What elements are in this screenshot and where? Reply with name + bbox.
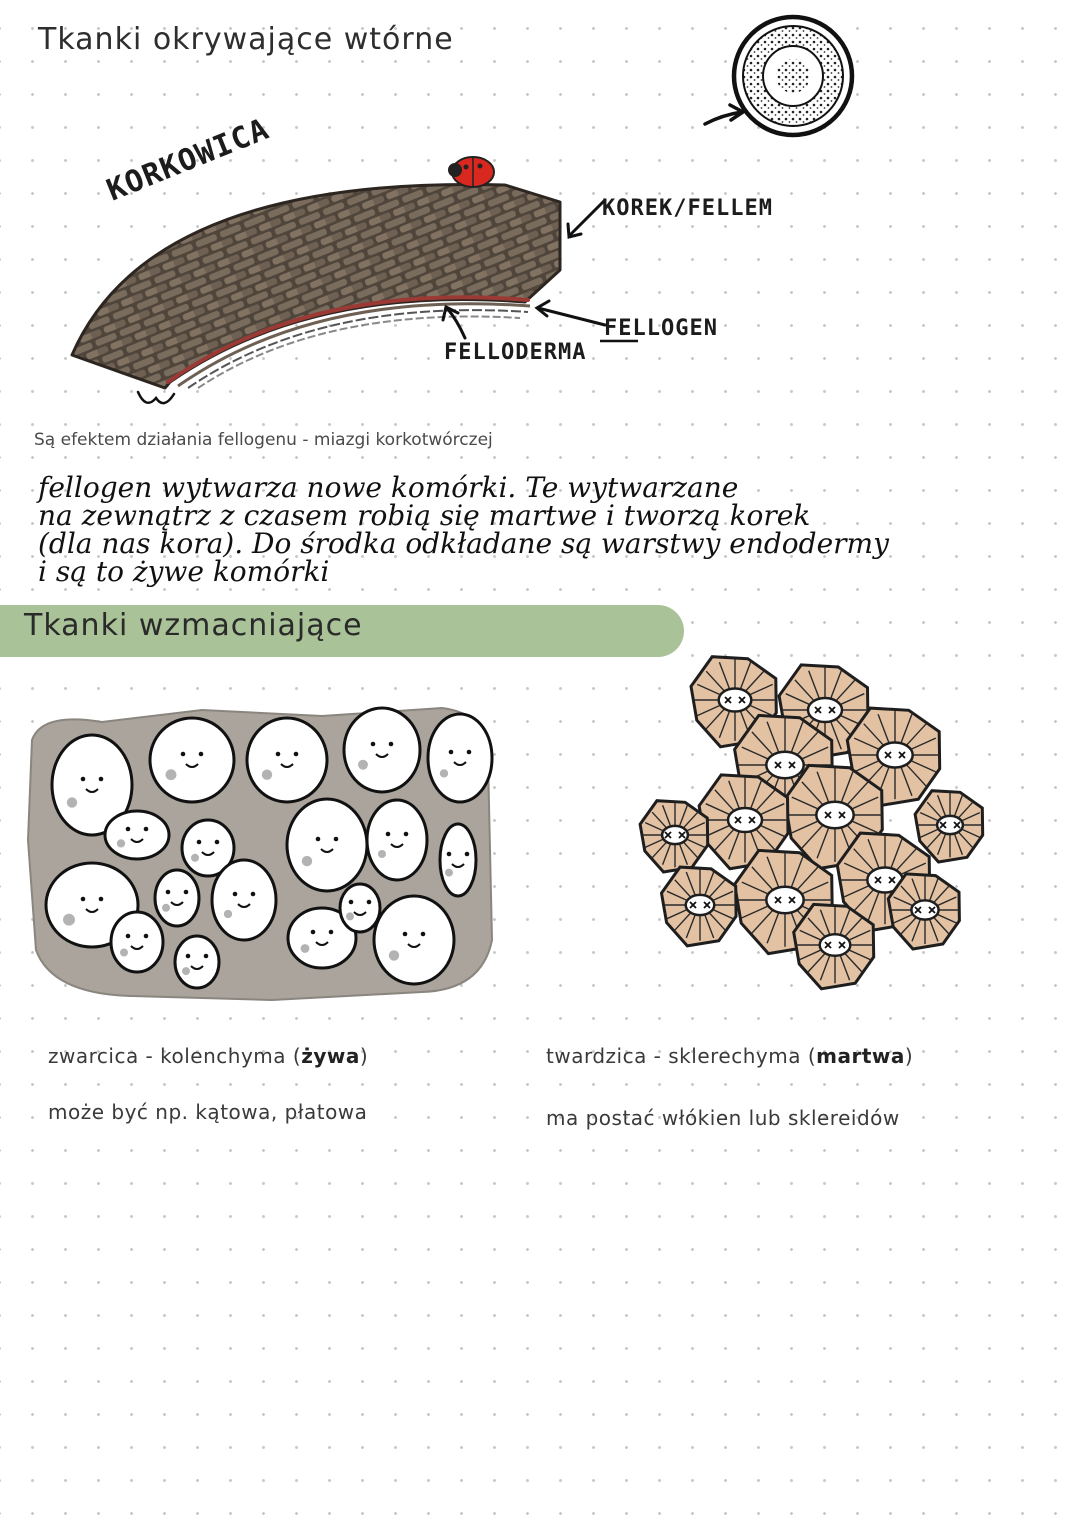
- cell-eye: [233, 892, 238, 897]
- collenchyma-cell: [212, 860, 276, 940]
- handwritten-line: fellogen wytwarza nowe komórki. Te wytwarzane: [38, 471, 739, 504]
- collenchyma-cell: [428, 714, 492, 802]
- handwritten-note: [38, 471, 938, 588]
- handwritten-line: i są to żywe komórki: [38, 555, 330, 588]
- cell-eye: [184, 890, 189, 895]
- cell-eye: [311, 930, 316, 935]
- sclerenchyma-caption: [546, 1044, 913, 1068]
- cell-eye: [81, 897, 86, 902]
- caption-text: zwarcica - kolenchyma (: [48, 1044, 302, 1068]
- cell-eye: [404, 832, 409, 837]
- cell-eye: [99, 777, 104, 782]
- cell-eye: [126, 827, 131, 832]
- cell-eye: [349, 900, 354, 905]
- cell-eye: [144, 827, 149, 832]
- sclerenchyma-illustration: [630, 645, 990, 1000]
- korkowica-label: KORKOWICA: [102, 111, 275, 209]
- caption-text: twardzica - sklerechyma (: [546, 1044, 817, 1068]
- cell-spot: [191, 854, 199, 862]
- cell-lumen: [686, 895, 715, 915]
- cell-eye: [199, 752, 204, 757]
- cell-eye: [276, 752, 281, 757]
- section-title-secondary-tissues: Tkanki okrywające wtórne: [38, 22, 454, 57]
- collenchyma-caption: [48, 1044, 368, 1068]
- cell-eye: [294, 752, 299, 757]
- collenchyma-cell: [374, 896, 454, 984]
- collenchyma-cell: [440, 824, 476, 896]
- collenchyma-cell: [175, 936, 219, 988]
- collenchyma-illustration: [22, 700, 497, 1005]
- cell-eye: [144, 934, 149, 939]
- cell-spot: [120, 949, 128, 957]
- cell-eye: [215, 840, 220, 845]
- cell-eye: [251, 892, 256, 897]
- cell-eye: [334, 837, 339, 842]
- caption-text: ): [359, 1044, 369, 1068]
- caption-bold: żywa: [301, 1044, 360, 1068]
- cell-spot: [389, 950, 399, 960]
- cell-spot: [440, 769, 448, 777]
- collenchyma-cell: [344, 708, 420, 792]
- cell-lumen: [911, 900, 938, 919]
- cell-lumen: [728, 808, 762, 832]
- cell-eye: [386, 832, 391, 837]
- cell-eye: [197, 840, 202, 845]
- caption-text: ): [904, 1044, 914, 1068]
- fellogen-label: FELLOGEN: [604, 316, 718, 341]
- cell-eye: [421, 932, 426, 937]
- cell-eye: [181, 752, 186, 757]
- cell-lumen: [808, 698, 842, 722]
- cell-spot: [166, 769, 177, 780]
- cell-eye: [465, 852, 470, 857]
- cell-spot: [182, 967, 190, 975]
- cell-eye: [447, 852, 452, 857]
- cell-spot: [301, 944, 310, 953]
- cell-lumen: [766, 887, 803, 913]
- cell-eye: [126, 934, 131, 939]
- cell-lumen: [766, 752, 803, 778]
- cell-spot: [358, 760, 368, 770]
- cell-eye: [449, 750, 454, 755]
- collenchyma-cell: [155, 870, 199, 926]
- ladybug-icon: [448, 157, 494, 187]
- cell-spot: [445, 869, 453, 877]
- cell-spot: [67, 797, 77, 807]
- cell-eye: [371, 742, 376, 747]
- cell-spot: [262, 770, 272, 780]
- caption-bold: martwa: [816, 1044, 905, 1068]
- handwritten-line: na zewnątrz z czasem robią się martwe i tworzą korek: [38, 499, 811, 532]
- cell-lumen: [816, 802, 853, 828]
- cell-eye: [99, 897, 104, 902]
- collenchyma-cell: [105, 811, 169, 859]
- collenchyma-cell: [287, 799, 367, 891]
- cell-eye: [316, 837, 321, 842]
- cell-eye: [81, 777, 86, 782]
- cell-lumen: [877, 743, 912, 768]
- section-title-supporting-tissues: Tkanki wzmacniające: [24, 608, 363, 643]
- cell-spot: [302, 856, 312, 866]
- typed-note: Są efektem działania fellogenu - miazgi korkotwórczej: [34, 430, 493, 450]
- cell-spot: [162, 904, 170, 912]
- cell-eye: [204, 954, 209, 959]
- collenchyma-cell: [340, 884, 380, 932]
- felloderma-label: FELLODERMA: [444, 340, 587, 365]
- cell-spot: [378, 850, 386, 858]
- collenchyma-cell: [150, 718, 234, 802]
- collenchyma-cell: [247, 718, 327, 802]
- cell-spot: [224, 910, 232, 918]
- cell-eye: [367, 900, 372, 905]
- cell-lumen: [820, 934, 851, 956]
- cell-lumen: [662, 826, 688, 844]
- cell-spot: [63, 914, 75, 926]
- cell-lumen: [719, 688, 752, 711]
- cell-lumen: [937, 816, 963, 834]
- cell-spot: [117, 839, 125, 847]
- korek-fellem-label: KOREK/FELLEM: [602, 196, 773, 221]
- collenchyma-cell: [111, 912, 163, 972]
- cell-eye: [329, 930, 334, 935]
- cell-eye: [403, 932, 408, 937]
- cell-eye: [467, 750, 472, 755]
- cell-spot: [346, 912, 354, 920]
- cell-eye: [166, 890, 171, 895]
- cell-eye: [186, 954, 191, 959]
- sclerenchyma-note: ma postać włókien lub sklereidów: [546, 1106, 900, 1130]
- collenchyma-cell: [367, 800, 427, 880]
- collenchyma-note: może być np. kątowa, płatowa: [48, 1100, 368, 1124]
- handwritten-line: (dla nas kora). Do środka odkładane są warstwy endodermy: [38, 527, 889, 560]
- cell-eye: [389, 742, 394, 747]
